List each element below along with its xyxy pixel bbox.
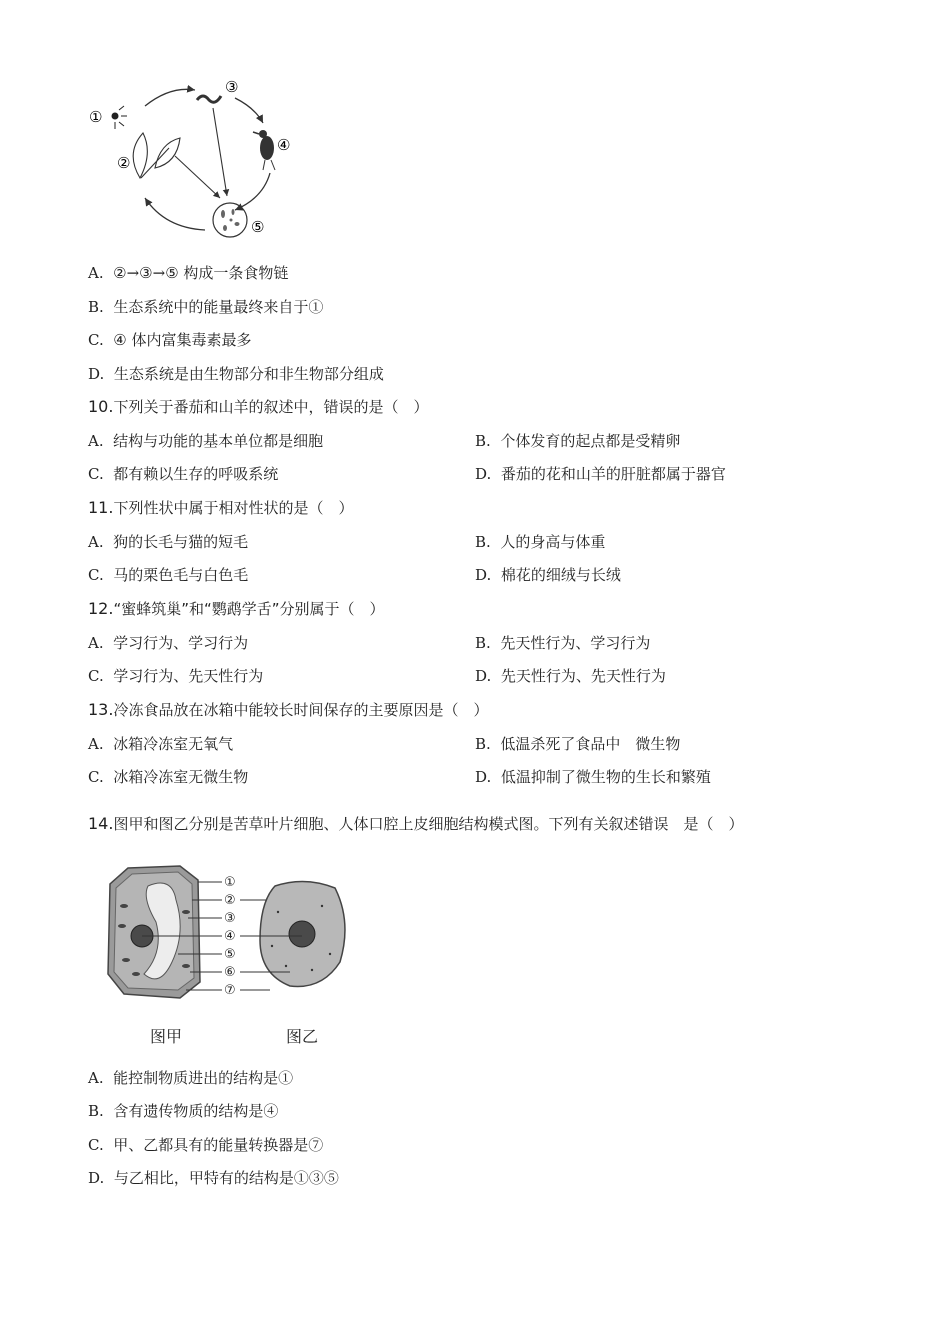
cell-label-7: ⑦	[224, 983, 236, 998]
q11-option-a: A. 狗的长毛与猫的短毛	[88, 533, 249, 551]
q11-stem: 11.下列性状中属于相对性状的是（ ）	[88, 498, 354, 517]
q9-option-d: D. 生态系统是由生物部分和非生物部分组成	[88, 365, 384, 383]
cell-label-6: ⑥	[224, 965, 236, 980]
q12-option-c: C. 学习行为、先天性行为	[88, 667, 264, 685]
cell-label-5: ⑤	[224, 947, 236, 962]
cell-label-3: ③	[224, 911, 236, 926]
q10-stem: 10.下列关于番茄和山羊的叙述中，错误的是（ ）	[88, 397, 429, 416]
q14-stem: 14.图甲和图乙分别是苦草叶片细胞、人体口腔上皮细胞结构模式图。下列有关叙述错误 是（ ）	[88, 814, 744, 833]
q14-option-c: C. 甲、乙都具有的能量转换器是⑦	[88, 1136, 324, 1154]
q10-option-a: A. 结构与功能的基本单位都是细胞	[88, 432, 324, 450]
cell-label-4: ④	[224, 929, 236, 944]
cell-label-2: ②	[224, 893, 236, 908]
q14-option-a: A. 能控制物质进出的结构是①	[88, 1069, 294, 1087]
q10-option-b: B. 个体发育的起点都是受精卵	[475, 432, 681, 450]
q9-option-c: C. ④ 体内富集毒素最多	[88, 331, 252, 349]
bird-icon	[253, 130, 275, 170]
q13-option-a: A. 冰箱冷冻室无氧气	[88, 735, 234, 753]
sun-icon	[112, 106, 128, 129]
q11-option-b: B. 人的身高与体重	[475, 533, 606, 551]
q13-option-c: C. 冰箱冷冻室无微生物	[88, 768, 249, 786]
label-1: ①	[89, 108, 103, 126]
ecosystem-diagram	[85, 78, 305, 248]
plant-cell-figure	[108, 866, 200, 998]
label-3: ③	[225, 78, 239, 96]
q11-option-d: D. 棉花的细绒与长绒	[475, 566, 621, 584]
cell-label-1: ①	[224, 875, 236, 890]
caption-figure-a: 图甲	[150, 1027, 183, 1046]
insect-icon	[197, 96, 221, 102]
q13-stem: 13.冷冻食品放在冰箱中能较长时间保存的主要原因是（ ）	[88, 700, 489, 719]
plant-icon	[133, 133, 180, 178]
q12-option-d: D. 先天性行为、先天性行为	[475, 667, 666, 685]
decomposer-icon	[213, 203, 247, 237]
q14-option-d: D. 与乙相比，甲特有的结构是①③⑤	[88, 1169, 339, 1187]
label-4: ④	[277, 136, 291, 154]
label-2: ②	[117, 154, 131, 172]
q13-option-b: B. 低温杀死了食品中 微生物	[475, 735, 681, 753]
q12-option-b: B. 先天性行为、学习行为	[475, 634, 651, 652]
human-cell-figure	[260, 881, 345, 986]
q11-option-c: C. 马的栗色毛与白色毛	[88, 566, 249, 584]
q14-option-b: B. 含有遗传物质的结构是④	[88, 1102, 279, 1120]
q12-option-a: A. 学习行为、学习行为	[88, 634, 249, 652]
q9-option-a: A. ②→③→⑤ 构成一条食物链	[88, 264, 289, 282]
cell-diagram	[100, 862, 360, 1002]
q10-option-d: D. 番茄的花和山羊的肝脏都属于器官	[475, 465, 726, 483]
q13-option-d: D. 低温抑制了微生物的生长和繁殖	[475, 768, 711, 786]
q9-option-b: B. 生态系统中的能量最终来自于①	[88, 298, 324, 316]
caption-figure-b: 图乙	[286, 1027, 319, 1046]
q10-option-c: C. 都有赖以生存的呼吸系统	[88, 465, 279, 483]
q12-stem: 12.“蜜蜂筑巢”和“鹦鹉学舌”分别属于（ ）	[88, 599, 385, 618]
label-5: ⑤	[251, 218, 265, 236]
